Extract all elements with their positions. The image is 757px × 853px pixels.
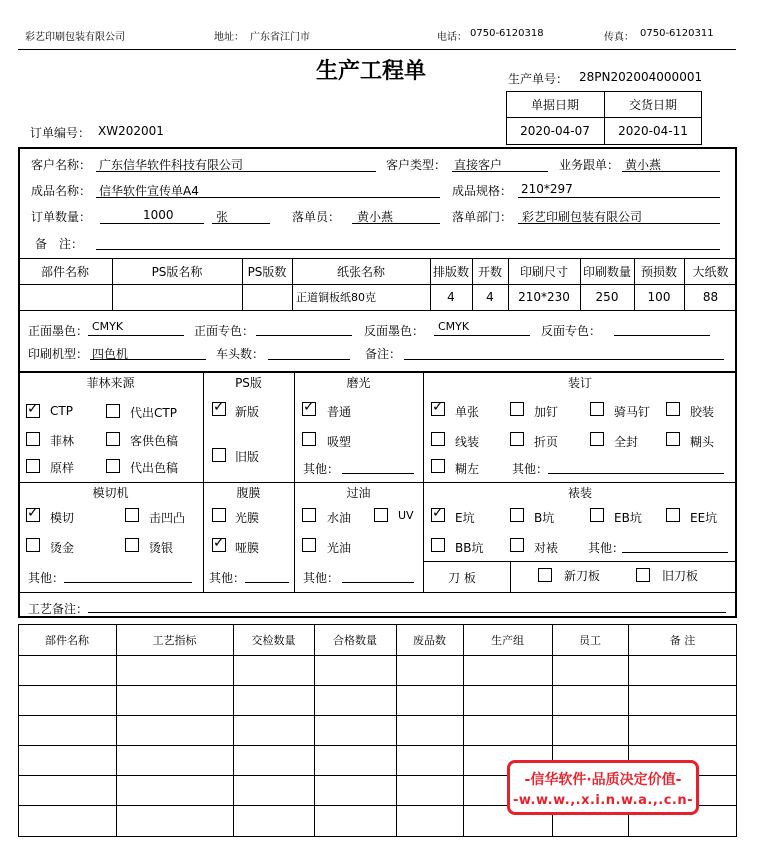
double-mount-label: 对裱 [534,541,559,555]
mount-section-title: 裱装 [567,485,592,500]
header-divider [18,49,736,50]
diecut-other-label: 其他： [28,571,65,585]
outsourced-ctp-checkbox[interactable] [106,404,120,418]
doc-date-label: 单据日期 [530,97,579,112]
original-sample-checkbox[interactable] [26,459,40,473]
front-color-label: 正面墨色： [28,324,89,338]
thread-sewn-label: 线装 [455,435,480,449]
ee-flute-checkbox[interactable] [666,508,680,522]
remark-label: 备 注： [35,237,84,251]
new-plate-label: 新版 [235,405,260,419]
placer-label: 落单员： [292,210,341,224]
perfect-bind-checkbox[interactable] [666,402,680,416]
laminate-section-title: 腹膜 [236,485,261,500]
col-bottom-group: 生产组 [491,633,524,647]
production-no-label: 生产单号： [508,72,569,86]
water-oil-label: 水油 [327,511,352,525]
customer-proof-label: 客供色稿 [130,434,179,448]
new-plate-checkbox[interactable]: ✓ [213,399,225,415]
e-flute-checkbox[interactable]: ✓ [432,505,444,521]
e-flute-label: E坑 [455,511,475,525]
thread-sewn-checkbox[interactable] [431,432,445,446]
blister-label: 吸塑 [327,435,352,449]
cell-print-qty: 250 [595,290,619,304]
doc-date: 2020-04-07 [520,124,590,138]
customer-value: 广东信华软件科技有限公司 [99,158,244,172]
polish-other-label: 其他： [303,462,340,476]
col-bottom-pass: 合格数量 [333,633,377,647]
address-value: 广东省江门市 [250,32,310,43]
delivery-date-label: 交货日期 [628,97,677,112]
head-count-label: 车头数： [216,347,265,361]
cell-big-paper: 88 [702,290,719,304]
ps-section-title: PS版 [235,375,262,390]
product-label: 成品名称： [31,184,92,198]
knife-label: 刀 板 [448,571,476,585]
col-ps-count: PS版数 [247,264,287,279]
salesperson-label: 业务跟单： [559,158,620,172]
col-bottom-part: 部件名称 [45,633,89,647]
gold-foil-checkbox[interactable] [26,538,40,552]
silver-foil-label: 烫银 [149,541,174,555]
col-bottom-spec: 工艺指标 [152,633,197,647]
eb-flute-checkbox[interactable] [590,508,604,522]
film-label: 菲林 [50,434,75,448]
col-print-qty: 印刷数量 [582,264,631,279]
craft-remark-label: 工艺备注： [28,602,89,616]
page-title: 生产工程单 [316,59,427,84]
back-color-label: 反面墨色： [364,324,425,338]
fax-label: 传真： [604,32,634,43]
uv-label: UV [398,509,414,522]
delivery-date: 2020-04-11 [618,124,688,138]
spec-value: 210*297 [521,182,573,196]
new-knife-label: 新刀板 [564,569,601,583]
stamp-line1: -信华软件·品质决定价值- [524,772,682,788]
print-remark-label: 备注： [365,347,402,361]
col-part-name: 部件名称 [40,264,89,279]
machine-value: 四色机 [92,347,129,361]
eb-flute-label: EB坑 [614,511,642,525]
old-plate-checkbox[interactable] [212,448,226,462]
film-checkbox[interactable] [26,432,40,446]
old-plate-label: 旧版 [235,450,260,464]
col-folio: 开数 [477,264,502,279]
saddle-stitch-checkbox[interactable] [590,402,604,416]
order-no-label: 订单编号： [30,126,91,140]
diecut-checkbox[interactable]: ✓ [27,505,39,521]
emboss-checkbox[interactable] [125,508,139,522]
address-label: 地址： [214,32,244,43]
glue-head-label: 糊头 [690,435,715,449]
old-knife-label: 旧刀板 [662,569,699,583]
full-cover-checkbox[interactable] [590,432,604,446]
blister-checkbox[interactable] [302,432,316,446]
diecut-label: 模切 [50,511,75,525]
silver-foil-checkbox[interactable] [125,538,139,552]
col-layout: 排版数 [432,264,469,279]
glue-left-label: 糊左 [455,462,480,476]
cell-ps-name [112,284,242,310]
polish-section-title: 磨光 [346,375,371,390]
gloss-film-label: 光膜 [235,511,260,525]
col-waste: 预损数 [640,264,677,279]
glue-head-checkbox[interactable] [666,432,680,446]
customer-type-value: 直接客户 [454,158,503,172]
new-knife-checkbox[interactable] [538,568,552,582]
fax-value: 0750-6120311 [640,28,714,39]
qty-label: 订单数量： [31,210,92,224]
staple-label: 加钉 [534,405,559,419]
binding-other-label: 其他： [512,462,549,476]
production-no: 28PN202004000001 [579,70,703,84]
cell-ps-count [242,284,292,310]
diecut-section-title: 模切机 [92,485,129,500]
full-cover-label: 全封 [614,435,639,449]
fold-checkbox[interactable] [510,432,524,446]
single-sheet-checkbox[interactable]: ✓ [432,399,444,415]
matte-film-checkbox[interactable]: ✓ [213,535,225,551]
salesperson-value: 黄小燕 [625,158,662,172]
col-print-size: 印刷尺寸 [519,264,568,279]
water-oil-checkbox[interactable] [302,508,316,522]
varnish-section-title: 过油 [346,485,371,500]
phone-value: 0750-6120318 [470,28,544,39]
outsourced-proof-label: 代出色稿 [130,461,179,475]
phone-label: 电话： [437,32,467,43]
original-sample-label: 原样 [50,461,75,475]
staple-checkbox[interactable] [510,402,524,416]
col-paper-name: 纸张名称 [336,264,385,279]
gloss-film-checkbox[interactable] [212,508,226,522]
cell-folio: 4 [486,290,494,304]
emboss-label: 击凹凸 [149,511,186,525]
mount-other-label: 其他： [588,541,625,555]
back-color-value: CMYK [438,320,470,333]
film-section-title: 菲林来源 [86,375,135,390]
qty-value: 1000 [143,208,174,222]
bb-flute-checkbox[interactable] [431,538,445,552]
col-bottom-remark: 备 注 [669,633,696,647]
ee-flute-label: EE坑 [690,511,718,525]
glue-left-checkbox[interactable] [431,459,445,473]
dept-label: 落单部门： [452,210,513,224]
col-bottom-inspect: 交检数量 [251,633,296,647]
qty-unit: 张 [216,210,229,224]
cell-part-name [18,284,112,310]
col-ps-name: PS版名称 [151,264,203,279]
dept-value: 彩艺印刷包装有限公司 [522,210,643,224]
spec-label: 成品规格： [452,184,513,198]
bb-flute-label: BB坑 [455,541,484,555]
laminate-other-label: 其他： [209,571,246,585]
gloss-oil-label: 光油 [327,541,352,555]
ctp-label: CTP [50,404,73,418]
product-value: 信华软件宣传单A4 [99,184,199,198]
front-color-value: CMYK [92,320,124,333]
machine-label: 印刷机型： [28,347,89,361]
col-bottom-staff: 员工 [579,633,601,647]
varnish-other-label: 其他： [303,571,340,585]
back-spot-label: 反面专色： [541,324,602,338]
company-name: 彩艺印刷包装有限公司 [25,32,125,43]
front-spot-label: 正面专色： [194,324,255,338]
uv-checkbox[interactable] [374,508,388,522]
fold-label: 折页 [534,435,559,449]
polish-normal-label: 普通 [327,405,352,419]
cell-print-size: 210*230 [518,290,570,304]
watermark-stamp [507,760,699,815]
double-mount-checkbox[interactable] [510,538,524,552]
old-knife-checkbox[interactable] [636,568,650,582]
customer-type-label: 客户类型： [386,158,447,172]
binding-section-title: 装订 [567,375,592,390]
customer-proof-checkbox[interactable] [106,432,120,446]
col-big-paper: 大纸数 [692,264,729,279]
gold-foil-label: 烫金 [50,541,75,555]
placer-value: 黄小燕 [357,210,394,224]
cell-paper-name: 正道铜板纸80克 [296,291,376,304]
b-flute-label: B坑 [534,511,555,525]
single-sheet-label: 单张 [455,405,480,419]
outsourced-proof-checkbox[interactable] [106,459,120,473]
outsourced-ctp-label: 代出CTP [130,406,177,420]
cell-waste: 100 [647,290,671,304]
customer-label: 客户名称： [31,158,92,172]
b-flute-checkbox[interactable] [510,508,524,522]
gloss-oil-checkbox[interactable] [302,538,316,552]
stamp-line2: -w.w.w.,.x.i.n.w.a.,.c.n- [512,793,694,808]
perfect-bind-label: 胶装 [690,405,715,419]
order-no: XW202001 [98,124,164,138]
cell-layout: 4 [447,290,455,304]
matte-film-label: 哑膜 [235,541,260,555]
col-bottom-scrap: 废品数 [413,633,446,647]
polish-normal-checkbox[interactable]: ✓ [303,399,315,415]
ctp-checkbox[interactable]: ✓ [27,401,39,417]
saddle-stitch-label: 骑马钉 [614,405,651,419]
